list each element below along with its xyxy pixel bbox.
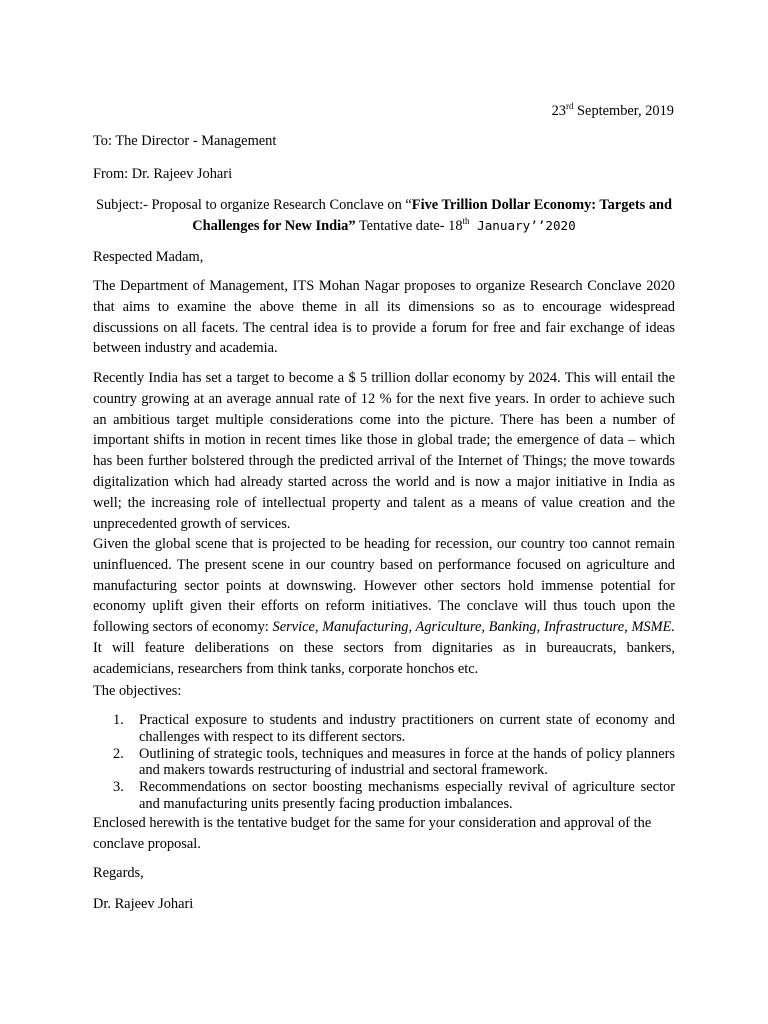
objective-item [113, 712, 675, 746]
objective-number: 1. [113, 712, 124, 728]
paragraph-global-scene [93, 534, 675, 680]
objective-item [113, 746, 675, 780]
paragraph-economy-target: Recently India has set a target to become a $ 5 trillion dollar economy by 2024. This will entail the country growing at an average annual rate of 12 % for the next five years. In order to achieve such an ambitious target multiple considerations come into the picture. There has been a number of important shifts in motion in recent times like those in global trade; the emergence of data – which has been further bolstered through the predicted arrival of the Internet of Things; the move towards digitalization which had already started across the world and is now a major initiative in India as well; the increasing role of intellectual property and talent as a means of value creation and the unprecedented growth of services. [93, 370, 675, 532]
objective-number: 3. [113, 779, 124, 796]
subject-title: Five Trillion Dollar Economy: Targets and Challenges for New India” [192, 197, 673, 234]
paragraph-introduction: The Department of Management, ITS Mohan Nagar proposes to organize Research Conclave 2020 that aims to examine the above theme in all its dimensions so as to encourage widespread discussions on all facets. The central idea is to provide a forum for free and fair exchange of ideas between industry and academia. [93, 278, 675, 357]
subject-tentative-date: January’’2020 [469, 217, 576, 233]
subject-tentative-suffix: th [462, 216, 470, 226]
date-day-suffix: rd [565, 101, 574, 112]
subject-line [93, 195, 675, 237]
sectors-list: Service, Manufacturing, Agriculture, Banking, Infrastructure, MSME. [272, 619, 675, 636]
objective-text: Outlining of strategic tools, techniques and measures in force at the hands of policy planners and makers towards restructuring of industrial and sectoral framework. [139, 745, 675, 779]
objectives-list [113, 712, 675, 813]
sender-line: From: Dr. Rajeev Johari [93, 166, 233, 182]
objective-item [113, 779, 675, 813]
objective-number: 2. [113, 745, 124, 762]
objective-text: Recommendations on sector boosting mechanisms especially revival of agriculture sector and manufacturing units presently facing production imbalances. [139, 779, 675, 812]
signature: Dr. Rajeev Johari [93, 896, 194, 912]
salutation: Respected Madam, [93, 249, 204, 265]
enclosure-note: Enclosed herewith is the tentative budget for the same for your consideration and approval of the conclave proposal. [93, 815, 652, 852]
subject-tentative: Tentative date- 18 [355, 217, 463, 234]
letter-date [552, 101, 674, 122]
closing: Regards, [93, 865, 144, 881]
recipient-line: To: The Director - Management [93, 133, 277, 149]
date-rest: September, 2019 [573, 103, 674, 120]
paragraph-3-before: Given the global scene that is projected to be heading for recession, our country too cannot remain uninfluenced. The present scene in our country based on performance focused on agriculture and manufacturing sector points at downswing. However other sectors hold immense potential for economy uplift given their efforts on reform initiatives. The conclave will thus touch upon the following sectors of economy: [93, 536, 675, 636]
paragraph-3-after: It will feature deliberations on these sectors from dignitaries as in bureaucrats, bankers, academicians, researchers from think tanks, corporate honchos etc. [93, 639, 675, 677]
subject-prefix: Subject:- Proposal to organize Research Conclave on “ [95, 197, 412, 213]
objective-text: Practical exposure to students and industry practitioners on current state of economy and challenges with respect to its different sectors. [139, 712, 675, 745]
date-day: 23 [551, 103, 566, 120]
objectives-heading: The objectives: [93, 683, 182, 699]
